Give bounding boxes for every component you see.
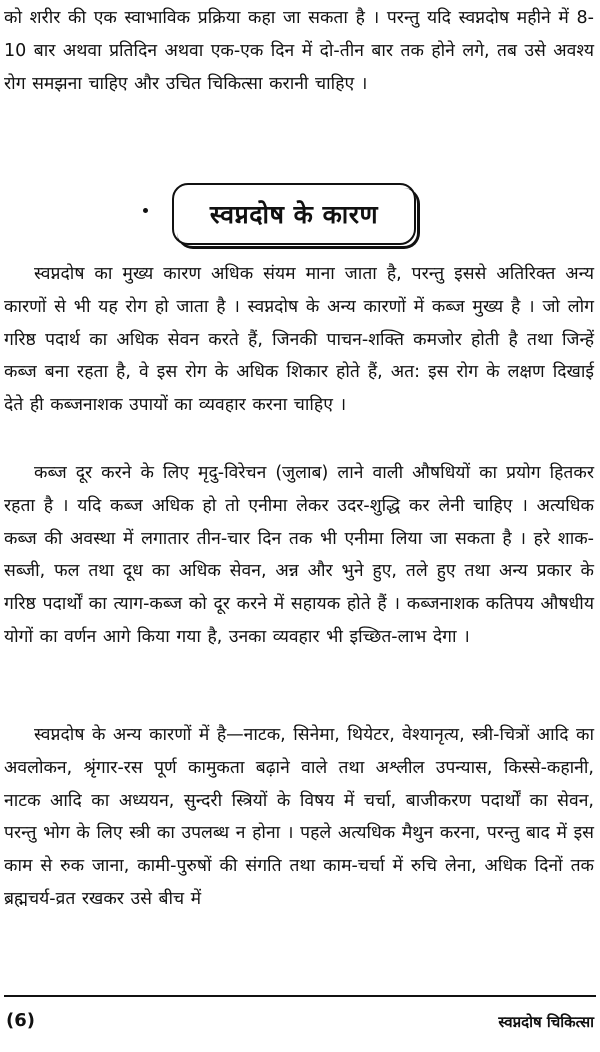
page-number: (6) (6, 1010, 35, 1031)
section-heading-box (172, 183, 416, 245)
paragraph-constipation: कब्ज दूर करने के लिए मृदु-विरेचन (जुलाब) लाने वाली औषधियों का प्रयोग हितकर रहता है । यदि कब्ज अधिक हो तो एनीमा लेकर उदर-शुद्धि कर लेनी चाहिए । अत्यधिक कब्ज की अवस्था में लगातार तीन-चार दिन तक भी एनीमा लिया जा सकता है । हरे शाक-सब्जी, फल तथा दूध का अधिक सेवन, अन्न और भुने हुए, तले हुए तथा अन्य प्रकार के गरिष्ठ पदार्थों का त्याग-कब्ज को दूर करने में सहायक होते हैं । कब्जनाशक कतिपय औषधीय योगों का वर्णन आगे किया गया है, उनका व्यवहार भी इच्छित-लाभ देगा । (4, 463, 594, 647)
paragraph-causes: स्वप्नदोष का मुख्य कारण अधिक संयम माना जाता है, परन्तु इससे अतिरिक्त अन्य कारणों से भी यह रोग हो जाता है । स्वप्नदोष के अन्य कारणों में कब्ज मुख्य है । जो लोग गरिष्ठ पदार्थ का अधिक सेवन करते हैं, जिनकी पाचन-शक्ति कमजोर होती है तथा जिन्हें कब्ज बना रहता है, वे इस रोग के अधिक शिकार होते हैं, अत: इस रोग के लक्षण दिखाई देते ही कब्जनाशक उपायों का व्यवहार करना चाहिए । (4, 264, 594, 416)
section-heading: स्वप्नदोष के कारण (209, 200, 379, 229)
bullet-dot-icon (143, 208, 148, 213)
paragraph-intro: को शरीर की एक स्वाभाविक प्रक्रिया कहा जा सकता है । परन्तु यदि स्वप्नदोष महीने में 8-10 बार अथवा प्रतिदिन अथवा एक-एक दिन में दो-तीन बार तक होने लगे, तब उसे अवश्य रोग समझना चाहिए और उचित चिकित्सा करानी चाहिए । (4, 8, 594, 94)
running-title: स्वप्नदोष चिकित्सा (498, 1013, 594, 1031)
footer-divider (4, 995, 596, 997)
paragraph-other-causes: स्वप्नदोष के अन्य कारणों में है—नाटक, सिनेमा, थियेटर, वेश्यानृत्य, स्त्री-चित्रों आदि का अवलोकन, श्रृंगार-रस पूर्ण कामुकता बढ़ाने वाले तथा अश्लील उपन्यास, किस्से-कहानी, नाटक आदि का अध्ययन, सुन्दरी स्त्रियों के विषय में चर्चा, बाजीकरण पदार्थों का सेवन, परन्तु भोग के लिए स्त्री का उपलब्ध न होना । पहले अत्यधिक मैथुन करना, परन्तु बाद में इस काम से रुक जाना, कामी-पुरुषों की संगति तथा काम-चर्चा में रुचि लेना, अधिक दिनों तक ब्रह्मचर्य-व्रत रखकर उसे बीच में (4, 725, 594, 909)
